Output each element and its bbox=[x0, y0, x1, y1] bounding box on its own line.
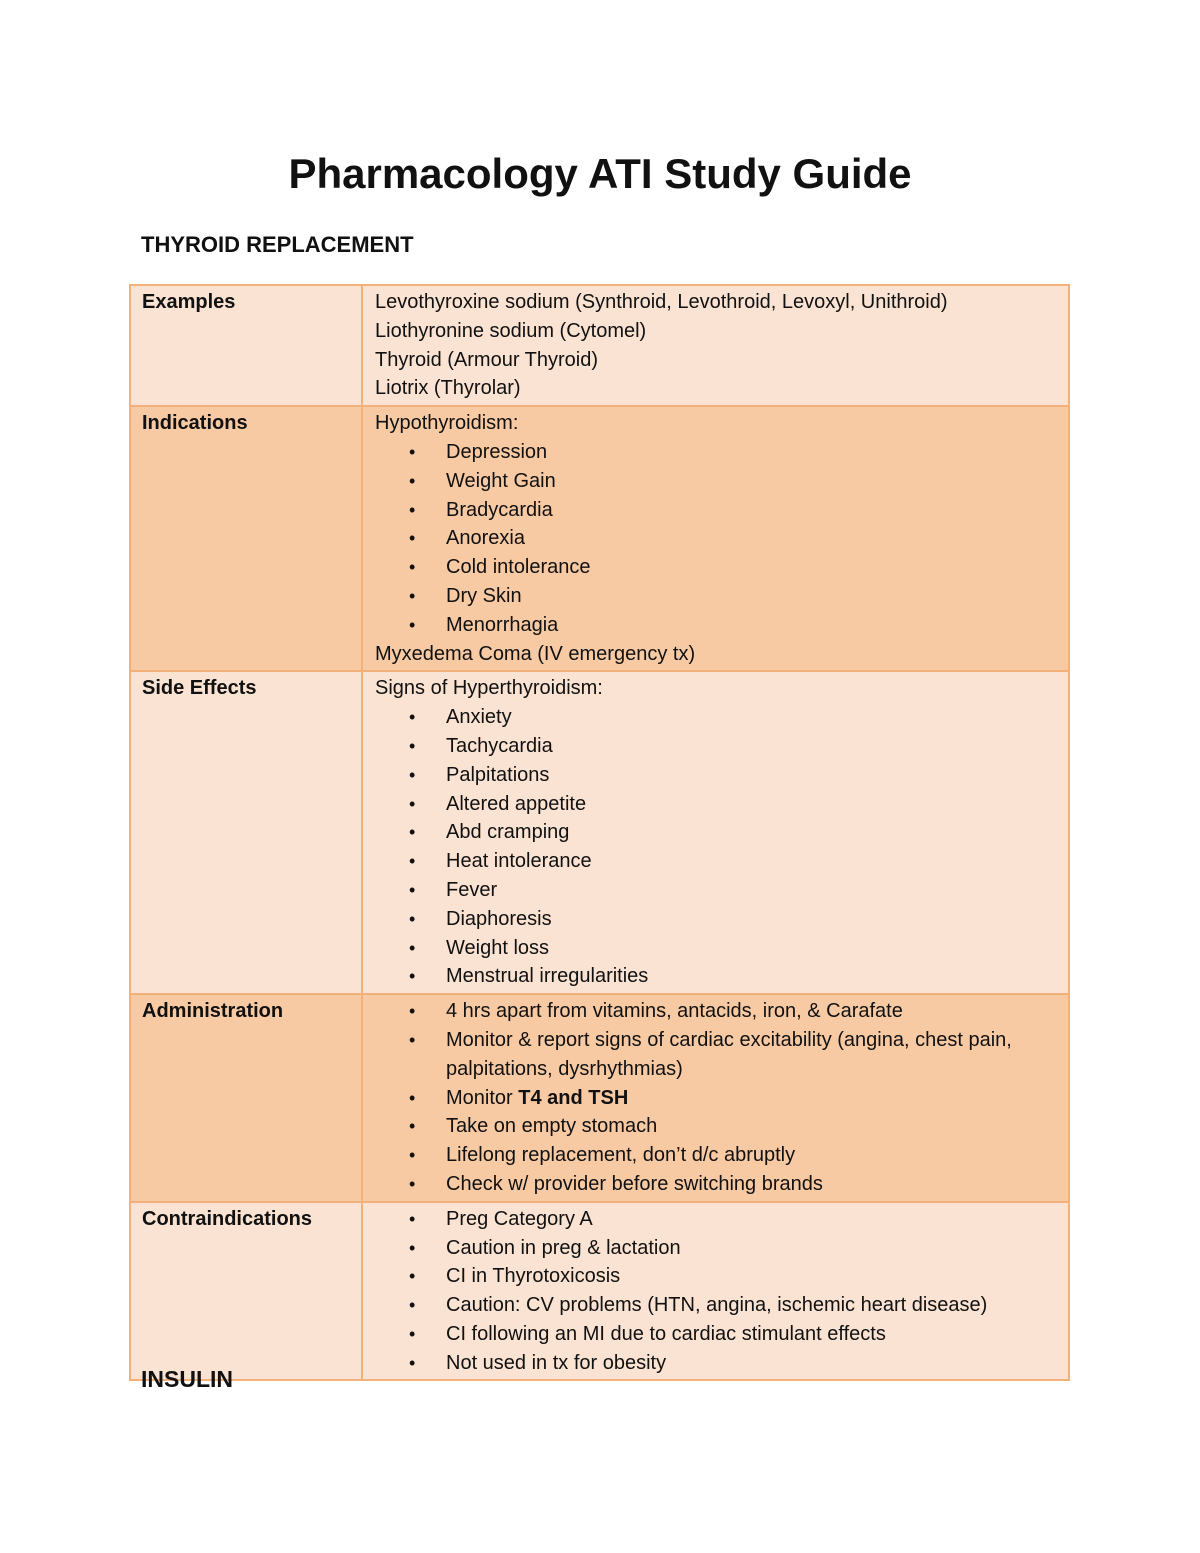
bullet-icon: • bbox=[409, 557, 416, 578]
list-item: • Dry Skin bbox=[375, 582, 1058, 611]
bullet-icon: • bbox=[409, 1295, 416, 1316]
bullet-icon: • bbox=[409, 585, 416, 606]
bullet-icon: • bbox=[409, 851, 416, 872]
list-item: • Monitor T4 and TSH bbox=[375, 1084, 1058, 1113]
row-label-contraindications: Contraindications bbox=[130, 1202, 362, 1381]
row-content-side-effects bbox=[362, 671, 1069, 994]
list-item: • Bradycardia bbox=[375, 496, 1058, 525]
list-item: • Caution: CV problems (HTN, angina, ischemic heart disease) bbox=[375, 1291, 1058, 1320]
list-item: • Heat intolerance bbox=[375, 847, 1058, 876]
list-item: • Depression bbox=[375, 438, 1058, 467]
list-item: • Anxiety bbox=[375, 703, 1058, 732]
list-item: • Take on empty stomach bbox=[375, 1112, 1058, 1141]
row-content-indications bbox=[362, 406, 1069, 671]
bullet-icon: • bbox=[409, 1029, 416, 1050]
example-line: Thyroid (Armour Thyroid) bbox=[375, 348, 599, 371]
list-item: • Not used in tx for obesity bbox=[375, 1349, 1058, 1378]
indications-outro: Myxedema Coma (IV emergency tx) bbox=[375, 642, 696, 665]
row-label-administration: Administration bbox=[130, 994, 362, 1202]
bullet-icon: • bbox=[409, 735, 416, 756]
section-heading-thyroid-replacement: THYROID REPLACEMENT bbox=[141, 232, 414, 257]
example-line: Liothyronine sodium (Cytomel) bbox=[375, 319, 647, 342]
list-item: • Altered appetite bbox=[375, 790, 1058, 819]
table-row-indications bbox=[130, 406, 1069, 671]
bullet-icon: • bbox=[409, 793, 416, 814]
bullet-icon: • bbox=[409, 1001, 416, 1022]
list-item: • Menorrhagia bbox=[375, 611, 1058, 640]
list-item: • Fever bbox=[375, 876, 1058, 905]
list-item: • Cold intolerance bbox=[375, 553, 1058, 582]
bullet-icon: • bbox=[409, 822, 416, 843]
list-item: • Weight loss bbox=[375, 934, 1058, 963]
row-label-side-effects: Side Effects bbox=[130, 671, 362, 994]
row-label-indications: Indications bbox=[130, 406, 362, 671]
administration-list bbox=[375, 997, 1058, 1199]
list-item: • Abd cramping bbox=[375, 818, 1058, 847]
row-content-examples bbox=[362, 285, 1069, 406]
bullet-icon: • bbox=[409, 1352, 416, 1373]
monitor-labs-emphasis: T4 and TSH bbox=[518, 1086, 629, 1109]
list-item: • Preg Category A bbox=[375, 1205, 1058, 1234]
indications-intro: Hypothyroidism: bbox=[375, 412, 519, 435]
bullet-icon: • bbox=[409, 879, 416, 900]
bullet-icon: • bbox=[409, 1087, 416, 1108]
bullet-icon: • bbox=[409, 1116, 416, 1137]
bullet-icon: • bbox=[409, 1266, 416, 1287]
bullet-icon: • bbox=[409, 908, 416, 929]
list-item: • Monitor & report signs of cardiac excitability (angina, chest pain, palpitations, dysrhythmias) bbox=[375, 1026, 1058, 1084]
bullet-icon: • bbox=[409, 528, 416, 549]
row-content-administration bbox=[362, 994, 1069, 1202]
table-row-contraindications bbox=[130, 1202, 1069, 1381]
bullet-icon: • bbox=[409, 1145, 416, 1166]
bullet-icon: • bbox=[409, 764, 416, 785]
page-title: Pharmacology ATI Study Guide bbox=[288, 150, 912, 197]
thyroid-replacement-table bbox=[129, 284, 1070, 1381]
bullet-icon: • bbox=[409, 966, 416, 987]
table-row-side-effects bbox=[130, 671, 1069, 994]
list-item: • Diaphoresis bbox=[375, 905, 1058, 934]
list-item: • Tachycardia bbox=[375, 732, 1058, 761]
bullet-icon: • bbox=[409, 937, 416, 958]
list-item: • CI in Thyrotoxicosis bbox=[375, 1262, 1058, 1291]
section-heading-insulin: INSULIN bbox=[141, 1366, 233, 1392]
bullet-icon: • bbox=[409, 1237, 416, 1258]
list-item: • 4 hrs apart from vitamins, antacids, iron, & Carafate bbox=[375, 997, 1058, 1026]
bullet-icon: • bbox=[409, 707, 416, 728]
side-effects-intro: Signs of Hyperthyroidism: bbox=[375, 677, 603, 700]
bullet-icon: • bbox=[409, 614, 416, 635]
example-line: Liotrix (Thyrolar) bbox=[375, 377, 521, 400]
indications-list bbox=[375, 438, 1058, 640]
list-item: • Palpitations bbox=[375, 761, 1058, 790]
row-content-contraindications bbox=[362, 1202, 1069, 1381]
list-item: • Menstrual irregularities bbox=[375, 962, 1058, 991]
bullet-icon: • bbox=[409, 470, 416, 491]
side-effects-list bbox=[375, 703, 1058, 991]
table-row-examples bbox=[130, 285, 1069, 406]
contraindications-list bbox=[375, 1205, 1058, 1378]
list-item: • Lifelong replacement, don’t d/c abruptly bbox=[375, 1141, 1058, 1170]
bullet-icon: • bbox=[409, 441, 416, 462]
list-item: • Check w/ provider before switching brands bbox=[375, 1170, 1058, 1199]
bullet-icon: • bbox=[409, 1323, 416, 1344]
bullet-icon: • bbox=[409, 499, 416, 520]
bullet-icon: • bbox=[409, 1173, 416, 1194]
bullet-icon: • bbox=[409, 1208, 416, 1229]
example-line: Levothyroxine sodium (Synthroid, Levothroid, Levoxyl, Unithroid) bbox=[375, 291, 948, 313]
row-label-examples: Examples bbox=[130, 285, 362, 406]
list-item: • CI following an MI due to cardiac stimulant effects bbox=[375, 1320, 1058, 1349]
list-item: • Weight Gain bbox=[375, 467, 1058, 496]
list-item: • Anorexia bbox=[375, 524, 1058, 553]
list-item: • Caution in preg & lactation bbox=[375, 1234, 1058, 1263]
table-row-administration bbox=[130, 994, 1069, 1202]
